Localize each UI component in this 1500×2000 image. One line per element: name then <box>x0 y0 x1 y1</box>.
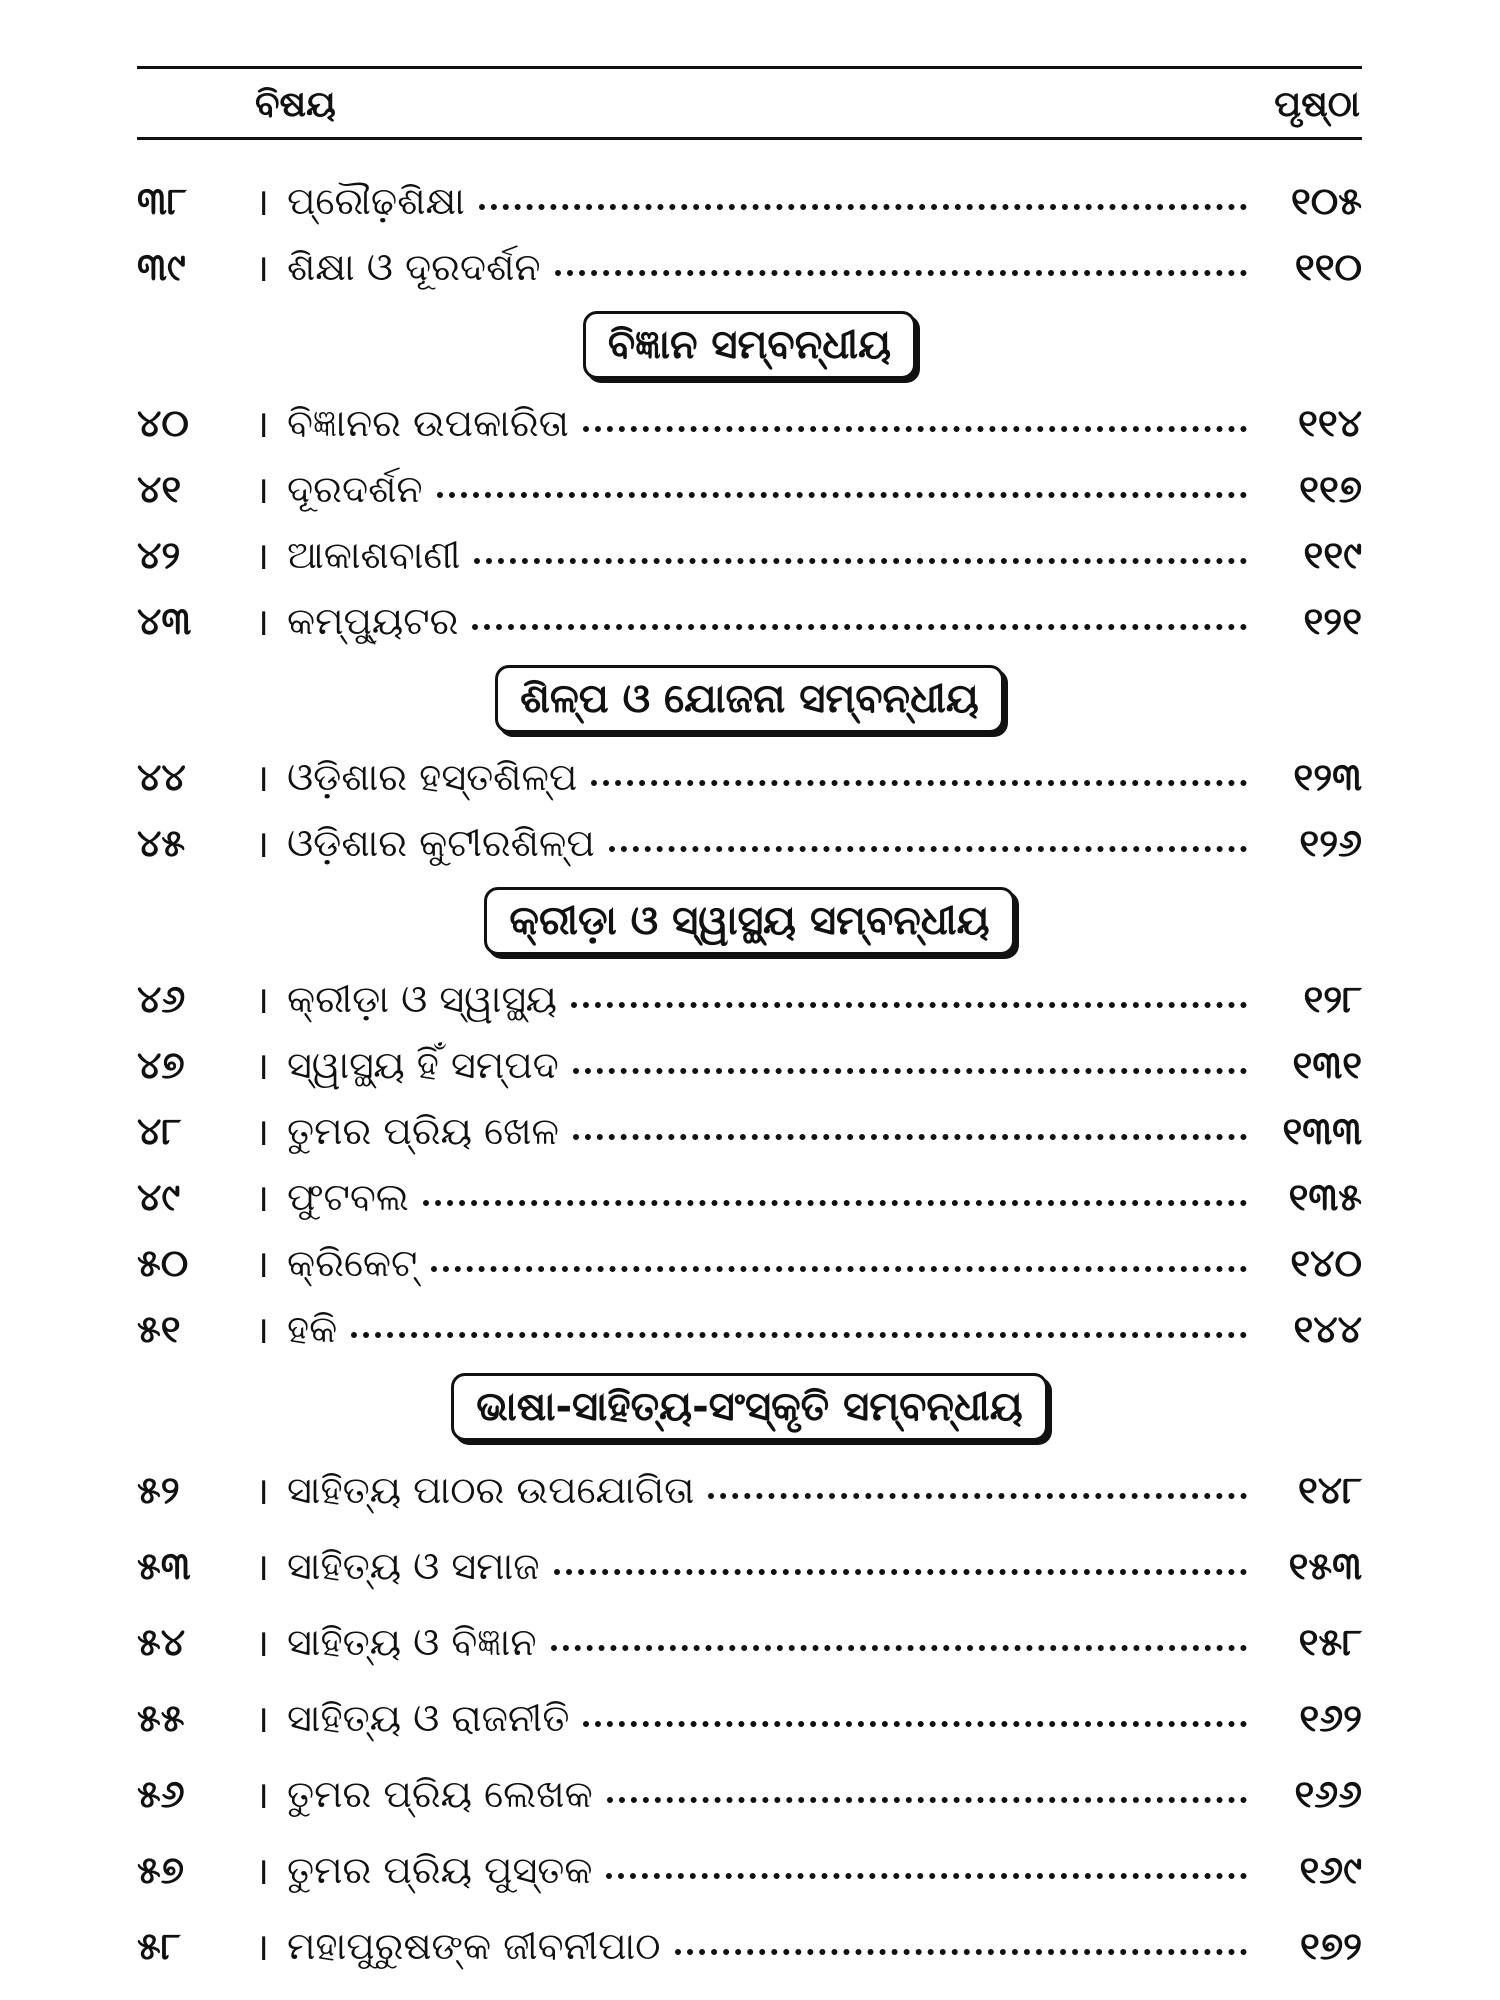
toc-page-number: ୧୧୭ <box>1299 466 1362 511</box>
dot-leader <box>609 846 1247 852</box>
toc-number: ୫୩ <box>137 1543 191 1588</box>
toc-title: ସାହିତ୍ୟ ଓ ସମାଜ <box>287 1543 540 1588</box>
toc-row[interactable] <box>137 1230 1362 1296</box>
toc-separator: । <box>254 1773 270 1817</box>
toc-separator: । <box>254 1697 270 1741</box>
toc-separator: । <box>254 1925 270 1969</box>
toc-number: ୩୮ <box>137 178 187 223</box>
toc-number: ୪୮ <box>137 1108 182 1153</box>
toc-title: ପ୍ରୌଢ଼ଶିକ୍ଷା <box>287 178 465 223</box>
toc-page-number: ୧୨୮ <box>1303 976 1362 1021</box>
toc-title: ଓଡ଼ିଶାର ହସ୍ତଶିଳ୍ପ <box>287 754 578 799</box>
toc-title: ସାହିତ୍ୟ ଓ ରାଜନୀତି <box>287 1695 570 1740</box>
toc-separator: । <box>254 822 270 866</box>
toc-page-number: ୧୩୧ <box>1292 1042 1362 1087</box>
toc-title: ଶିକ୍ଷା ଓ ଦୂରଦର୍ଶନ <box>287 244 541 289</box>
toc-separator: । <box>254 468 270 512</box>
toc-page-number: ୧୬୨ <box>1299 1695 1362 1740</box>
toc-page-number: ୧୫୮ <box>1298 1619 1362 1664</box>
toc-separator: । <box>254 1849 270 1893</box>
toc-number: ୪୫ <box>137 820 186 865</box>
toc-row[interactable] <box>137 1604 1362 1680</box>
toc-row[interactable] <box>137 744 1362 810</box>
toc-number: ୪୨ <box>137 532 181 577</box>
toc-number: ୫୪ <box>137 1619 186 1664</box>
dot-leader <box>606 1873 1247 1879</box>
toc-separator: । <box>254 600 270 644</box>
section-heading-label: ଭାଷା-ସାହିତ୍ୟ-ସଂସ୍କୃତି ସମ୍ବନ୍ଧୀୟ <box>451 1373 1048 1441</box>
toc-separator: । <box>254 1044 270 1088</box>
section-heading <box>137 1362 1362 1452</box>
dot-leader <box>583 426 1247 432</box>
toc-page-number: ୧୧୯ <box>1303 532 1362 577</box>
dot-leader <box>437 492 1247 498</box>
toc-row[interactable] <box>137 168 1362 234</box>
dot-leader <box>431 1266 1247 1272</box>
toc-number: ୩୯ <box>137 244 186 289</box>
dot-leader <box>675 1949 1248 1955</box>
toc-title: ସାହିତ୍ୟ ପାଠର ଉପଯୋଗିତା <box>287 1467 695 1512</box>
toc-page-number: ୧୬୬ <box>1294 1771 1362 1816</box>
toc-title: ସ୍ୱାସ୍ଥ୍ୟ ହିଁ ସମ୍ପଦ <box>287 1042 559 1087</box>
dot-leader <box>591 780 1247 786</box>
toc-row[interactable] <box>137 522 1362 588</box>
toc-separator: । <box>254 246 270 290</box>
header-page: ପୃଷ୍ଠା <box>1274 84 1360 125</box>
toc-number: ୪୭ <box>137 1042 185 1087</box>
toc-number: ୫୧ <box>137 1306 181 1351</box>
dot-leader <box>551 1645 1248 1651</box>
toc-row[interactable] <box>137 1680 1362 1756</box>
dot-leader <box>474 558 1247 564</box>
toc-page-number: ୧୪୦ <box>1290 1240 1362 1285</box>
toc-number: ୫୬ <box>137 1771 185 1816</box>
toc-row[interactable] <box>137 810 1362 876</box>
toc-page-number: ୧୪୪ <box>1293 1306 1362 1351</box>
section-heading <box>137 300 1362 390</box>
toc-row[interactable] <box>137 1832 1362 1908</box>
toc-page-number: ୧୩୩ <box>1282 1108 1362 1153</box>
dot-leader <box>607 1797 1247 1803</box>
toc-title: ସାହିତ୍ୟ ଓ ବିଜ୍ଞାନ <box>287 1619 537 1664</box>
dot-leader <box>351 1332 1247 1338</box>
toc-number: ୪୬ <box>137 976 186 1021</box>
toc-row[interactable] <box>137 456 1362 522</box>
toc-title: କ୍ରିକେଟ୍ <box>287 1240 418 1285</box>
toc-row[interactable] <box>137 1908 1362 1984</box>
toc-page-number: ୧୪୮ <box>1298 1467 1362 1512</box>
toc-separator: । <box>254 1469 270 1513</box>
section-heading <box>137 876 1362 966</box>
toc-number: ୫୫ <box>137 1695 185 1740</box>
toc-separator: । <box>254 1621 270 1665</box>
toc-number: ୫୨ <box>137 1467 180 1512</box>
toc-page-number: ୧୫୩ <box>1288 1543 1362 1588</box>
toc-page-number: ୧୭୨ <box>1300 1923 1362 1968</box>
toc-row[interactable] <box>137 588 1362 654</box>
toc-row[interactable] <box>137 966 1362 1032</box>
toc-page-number: ୧୨୩ <box>1293 754 1362 799</box>
toc-separator: । <box>254 978 270 1022</box>
toc-number: ୫୮ <box>137 1923 181 1968</box>
toc-row[interactable] <box>137 390 1362 456</box>
toc-row[interactable] <box>137 1756 1362 1832</box>
toc-title: ମହାପୁରୁଷଙ୍କ ଜୀବନୀପାଠ <box>287 1923 661 1968</box>
toc-separator: । <box>254 402 270 446</box>
toc-row[interactable] <box>137 1452 1362 1528</box>
table-of-contents <box>137 168 1362 1984</box>
toc-title: ତୁମର ପ୍ରିୟ ଲେଖକ <box>287 1771 593 1816</box>
toc-title: ଓଡ଼ିଶାର କୁଟୀରଶିଳ୍ପ <box>287 820 595 865</box>
toc-page-number: ୧୧୦ <box>1294 244 1362 289</box>
toc-page-number: ୧୧୪ <box>1298 400 1362 445</box>
section-heading-label: ବିଜ୍ଞାନ ସମ୍ବନ୍ଧୀୟ <box>583 311 916 379</box>
toc-separator: । <box>254 180 270 224</box>
section-heading-label: କ୍ରୀଡ଼ା ଓ ସ୍ୱାସ୍ଥ୍ୟ ସମ୍ବନ୍ଧୀୟ <box>484 887 1014 955</box>
toc-row[interactable] <box>137 1098 1362 1164</box>
toc-title: ଦୂରଦର୍ଶନ <box>287 466 423 511</box>
toc-row[interactable] <box>137 234 1362 300</box>
toc-title: ବିଜ୍ଞାନର ଉପକାରିତା <box>287 400 569 445</box>
toc-number: ୪୧ <box>137 466 182 511</box>
toc-separator: । <box>254 1110 270 1154</box>
toc-row[interactable] <box>137 1528 1362 1604</box>
toc-page-number: ୧୩୫ <box>1288 1174 1362 1219</box>
toc-page-number: ୧୨୧ <box>1303 598 1362 643</box>
toc-separator: । <box>254 1176 270 1220</box>
dot-leader <box>573 1134 1247 1140</box>
toc-row[interactable] <box>137 1032 1362 1098</box>
toc-title: ଫୁଟବଲ <box>287 1174 409 1219</box>
dot-leader <box>571 1002 1247 1008</box>
dot-leader <box>423 1200 1247 1206</box>
toc-row[interactable] <box>137 1164 1362 1230</box>
dot-leader <box>573 1068 1247 1074</box>
dot-leader <box>472 624 1247 630</box>
toc-page-number: ୧୬୯ <box>1299 1847 1362 1892</box>
toc-title: ତୁମର ପ୍ରିୟ ପୁସ୍ତକ <box>287 1847 593 1892</box>
header-subject: ବିଷୟ <box>255 84 336 125</box>
dot-leader <box>554 1569 1247 1575</box>
section-heading <box>137 654 1362 744</box>
toc-number: ୪୪ <box>137 754 186 799</box>
dot-leader <box>555 270 1247 276</box>
dot-leader <box>708 1493 1247 1499</box>
header-underline <box>137 137 1362 140</box>
dot-leader <box>583 1721 1247 1727</box>
toc-number: ୪୯ <box>137 1174 181 1219</box>
toc-separator: । <box>254 1242 270 1286</box>
toc-separator: । <box>254 1545 270 1589</box>
toc-page-number: ୧୨୬ <box>1299 820 1362 865</box>
toc-title: ଆକାଶବାଣୀ <box>287 532 461 577</box>
top-rule <box>137 66 1362 69</box>
toc-title: କ୍ରୀଡ଼ା ଓ ସ୍ୱାସ୍ଥ୍ୟ <box>287 976 558 1021</box>
toc-separator: । <box>254 534 270 578</box>
section-heading-label: ଶିଳ୍ପ ଓ ଯୋଜନା ସମ୍ବନ୍ଧୀୟ <box>495 665 1004 733</box>
toc-number: ୫୦ <box>137 1240 189 1285</box>
toc-title: ତୁମର ପ୍ରିୟ ଖେଳ <box>287 1108 559 1153</box>
toc-separator: । <box>254 1308 270 1352</box>
toc-separator: । <box>254 756 270 800</box>
toc-number: ୪୩ <box>137 598 192 643</box>
toc-number: ୪୦ <box>137 400 189 445</box>
toc-row[interactable] <box>137 1296 1362 1362</box>
toc-title: ହକି <box>287 1306 338 1351</box>
toc-page-number: ୧୦୫ <box>1290 178 1362 223</box>
toc-number: ୫୭ <box>137 1847 184 1892</box>
toc-title: କମ୍ପ୍ୟୁଟର <box>287 598 459 643</box>
dot-leader <box>479 204 1247 210</box>
